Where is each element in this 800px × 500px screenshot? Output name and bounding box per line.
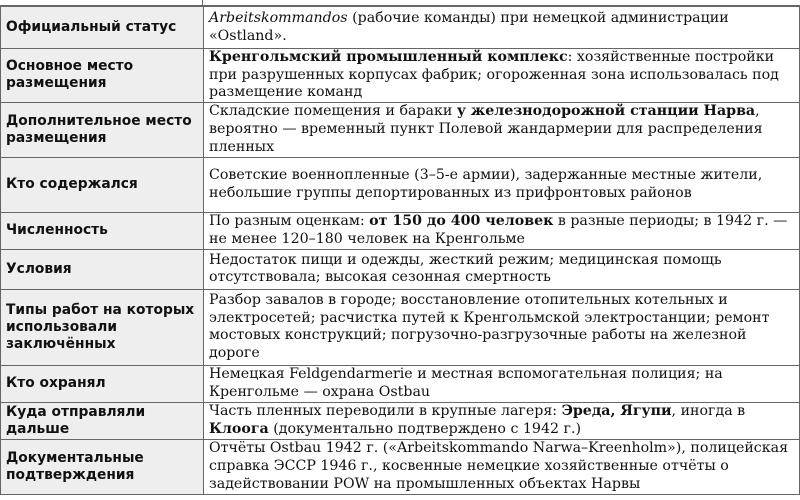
- table-row: [1, 7, 800, 49]
- row-value: [204, 439, 800, 494]
- bold-text: Клоога: [209, 420, 269, 437]
- table-row: [1, 212, 800, 249]
- row-label: Типы работ на которых использовали заключённых: [1, 289, 204, 365]
- info-table: [0, 6, 800, 495]
- table-row: [1, 402, 800, 439]
- bold-text: Эреда, Ягупи: [561, 403, 672, 420]
- row-label: Основное место размещения: [1, 49, 204, 103]
- row-value: [204, 7, 800, 49]
- row-label: Дополнительное место размещения: [1, 102, 204, 157]
- row-label: Кто содержался: [1, 157, 204, 212]
- text-run: (документально подтверждено с 1942 г.): [268, 420, 581, 437]
- text-run: Отчёты Ostbau 1942 г. («Arbeitskommando Narwa–Kreenholm»), полицейская справка ЭССР 1946 г., косвенные немецкие хозяйственные отчёты о задействовании POW на промышленных объектах Нарвы: [209, 440, 789, 492]
- text-run: Часть пленных переводили в крупные лагеря:: [209, 403, 562, 420]
- row-value: [204, 365, 800, 402]
- table-row: [1, 439, 800, 494]
- text-run: в разные периоды; в 1942 г. — не менее 120–180 человек на Кренгольме: [209, 213, 788, 247]
- row-value: [204, 157, 800, 212]
- table-row: [1, 249, 800, 289]
- text-run: Немецкая Feldgendarmerie и местная вспомогательная полиция; на Кренгольме — охрана Ostbau: [209, 366, 723, 400]
- table-row: [1, 49, 800, 103]
- row-value: [204, 402, 800, 439]
- row-label: Официальный статус: [1, 7, 204, 49]
- table-row: [1, 102, 800, 157]
- text-run: , иногда в: [671, 403, 746, 420]
- text-run: : хозяйственные постройки при разрушенных корпусах фабрик; огороженная зона использовалась под размещение команд: [209, 49, 779, 101]
- text-run: , вероятно — временный пункт Полевой жандармерии для распределения пленных: [209, 103, 763, 155]
- bold-text: Кренгольмский промышленный комплекс: [209, 49, 568, 65]
- row-value: [204, 49, 800, 103]
- row-value: [204, 102, 800, 157]
- text-run: Недостаток пищи и одежды, жесткий режим; медицинская помощь отсутствовала; высокая сезонная смертность: [209, 251, 722, 286]
- table-row: [1, 289, 800, 365]
- table-row: [1, 365, 800, 402]
- row-label: Численность: [1, 212, 204, 249]
- text-run: (рабочие команды) при немецкой администрации «Ostland».: [209, 9, 729, 44]
- row-label: Условия: [1, 249, 204, 289]
- row-value: [204, 289, 800, 365]
- row-value: [204, 212, 800, 249]
- row-label: Куда отправляли дальше: [1, 402, 204, 439]
- text-run: По разным оценкам:: [209, 213, 370, 230]
- italic-text: Arbeitskommandos: [209, 9, 348, 26]
- text-run: Разбор завалов в городе; восстановление отопительных котельных и электросетей; расчистка путей к Кренгольмской электростанции; ремонт мостовых конструкций; погрузочно-разгрузочные работы на железной дороге: [209, 292, 770, 361]
- bold-text: у железнодорожной станции Нарва: [456, 103, 756, 120]
- row-label: Кто охранял: [1, 365, 204, 402]
- text-run: Складские помещения и бараки: [209, 103, 457, 120]
- text-run: Советские военнопленные (3–5-е армии), задержанные местные жители, небольшие группы депортированных из прифронтовых районов: [209, 167, 763, 201]
- row-value: [204, 249, 800, 289]
- bold-text: от 150 до 400 человек: [369, 213, 554, 230]
- table-row: [1, 157, 800, 212]
- row-label: Документальные подтверждения: [1, 439, 204, 494]
